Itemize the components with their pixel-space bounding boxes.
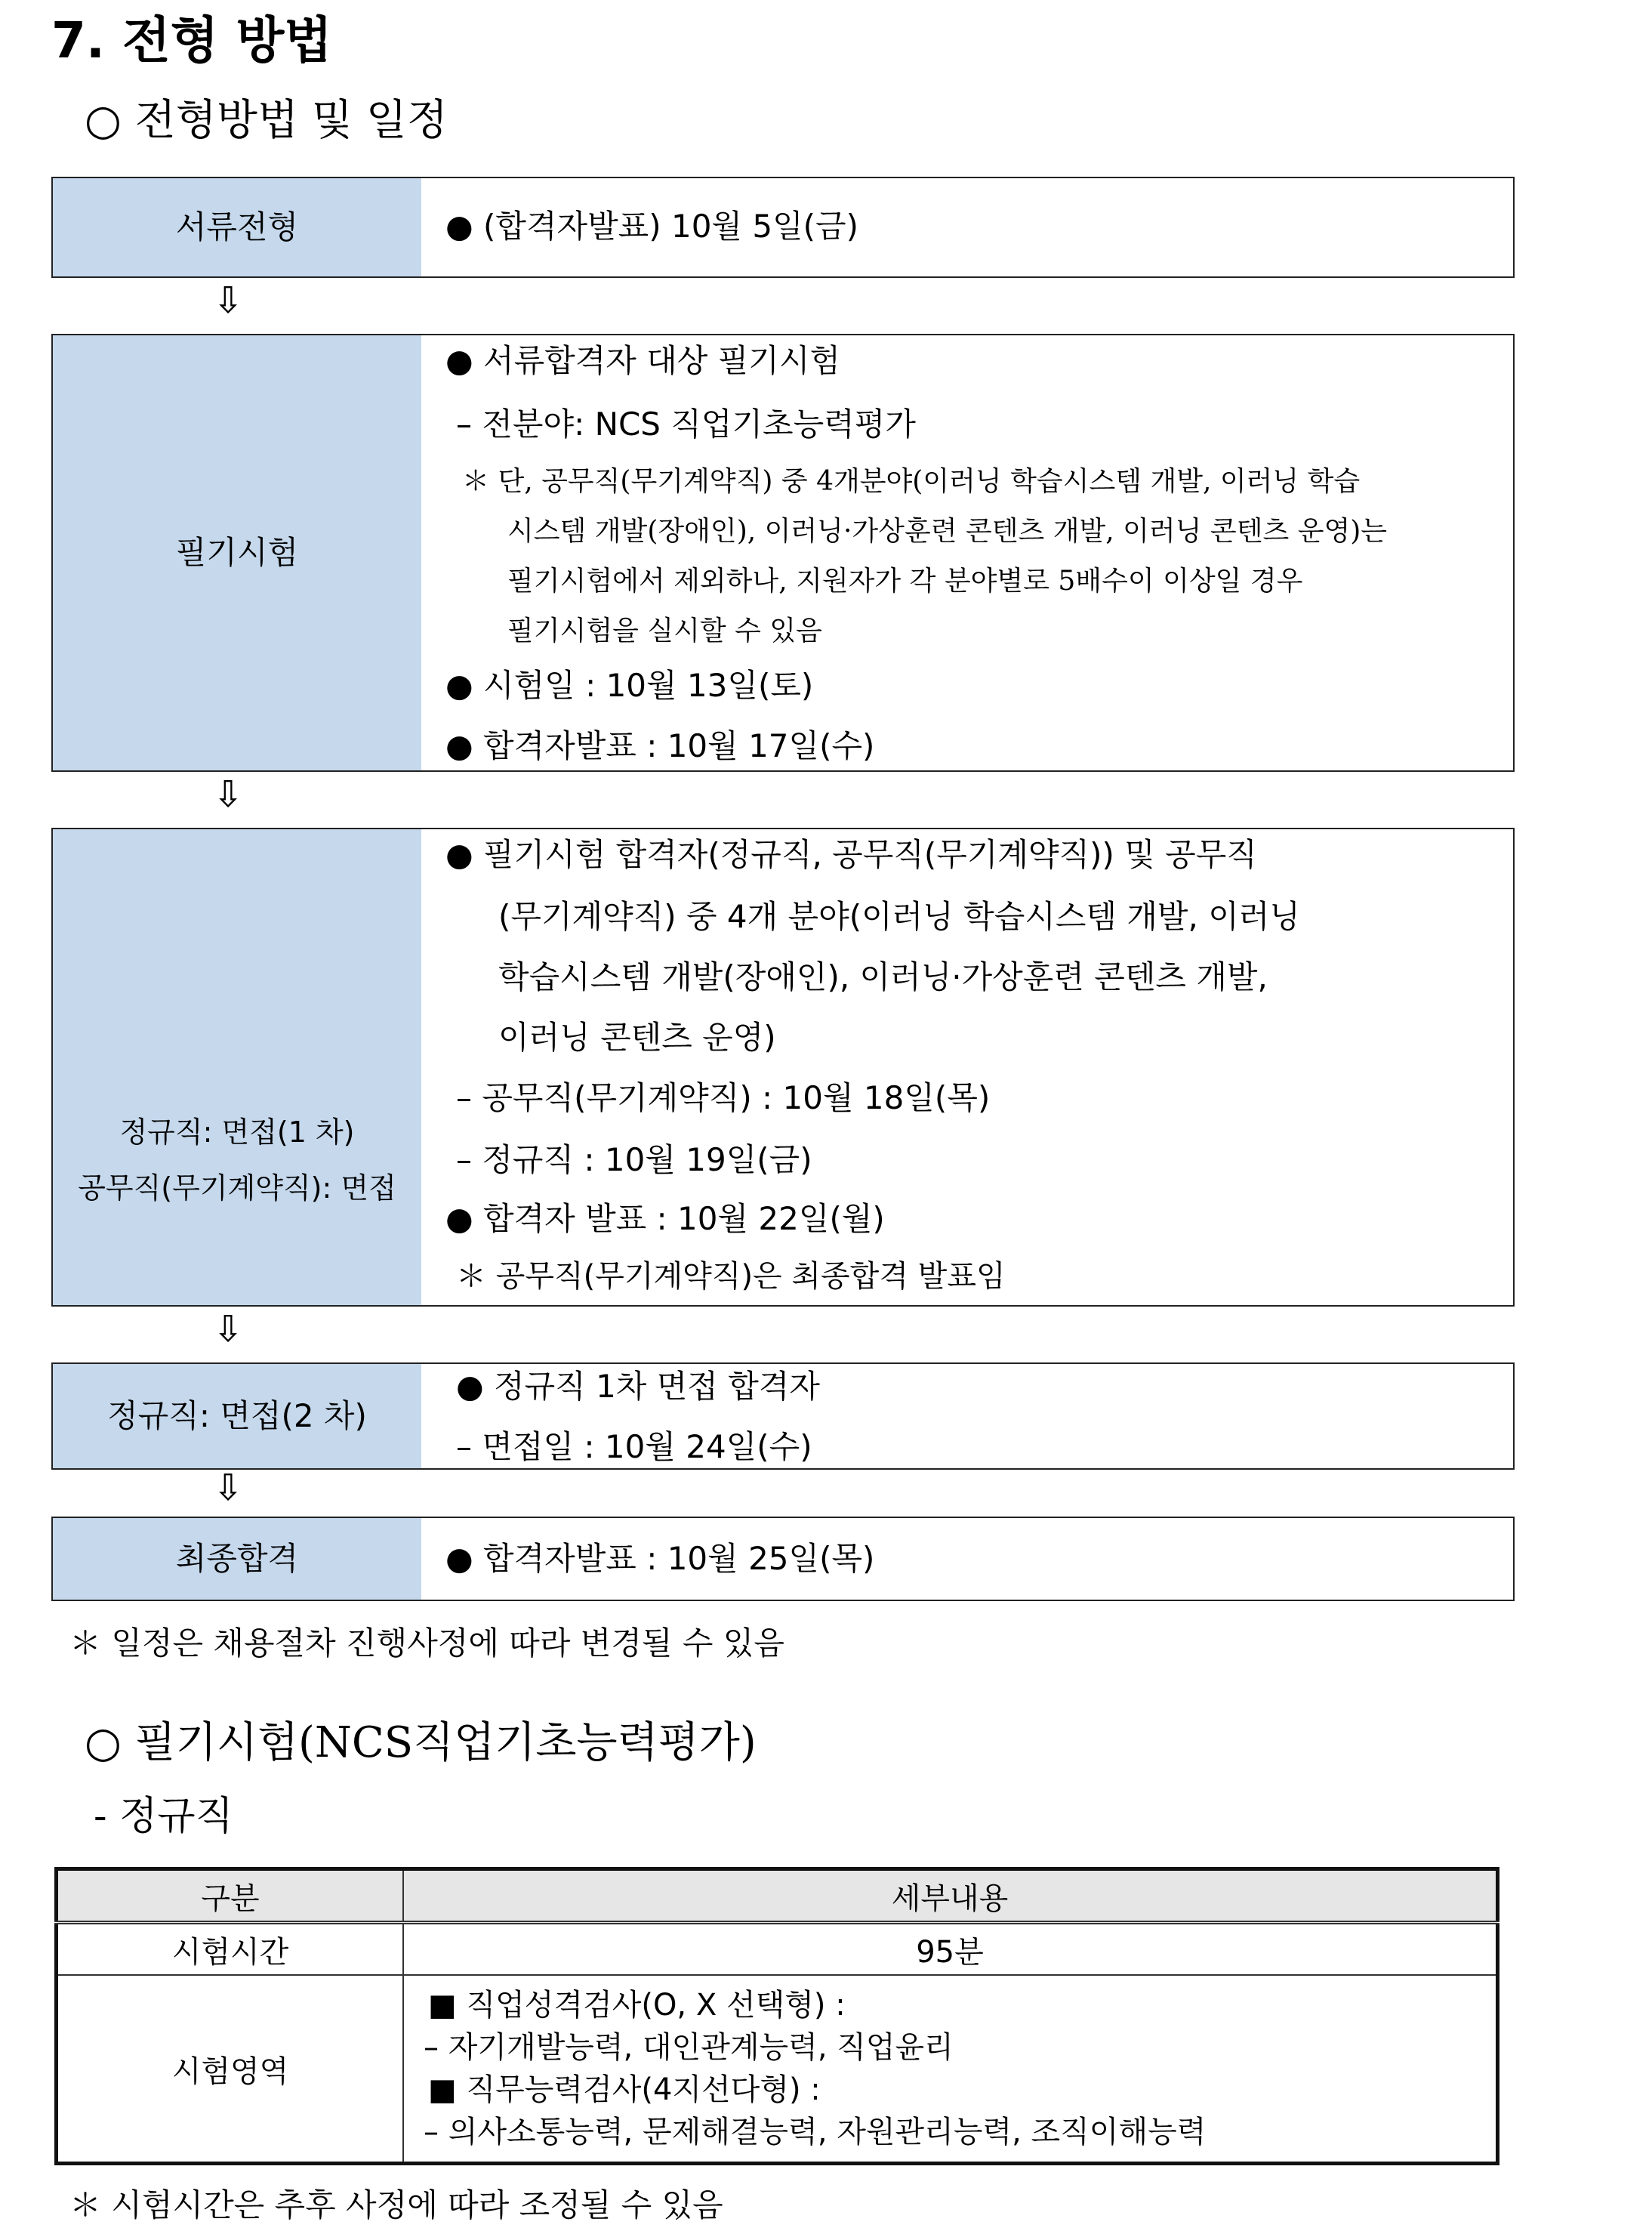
table-cell: 시험시간 — [57, 1923, 404, 1976]
section-title-written-exam: ○ 필기시험(NCS직업기초능력평가) — [85, 1718, 757, 1767]
down-arrow-icon: ⇩ — [213, 1467, 244, 1509]
stage-interview-1 — [51, 828, 1515, 1307]
stage-label: 정규직: 면접(1 차) 공무직(무기계약직): 면접 — [53, 829, 421, 1305]
stage-line: ● 합격자발표 : 10월 25일(목) — [445, 1540, 875, 1577]
list-item: – 의사소통능력, 문제해결능력, 자원관리능력, 조직이해능력 — [424, 2115, 1207, 2149]
stage-written-exam — [51, 334, 1515, 772]
down-arrow-icon: ⇩ — [213, 1308, 244, 1350]
stage-note: 필기시험에서 제외하나, 지원자가 각 분야별로 5배수이 이상일 경우 — [507, 566, 1303, 597]
stage-label: 필기시험 — [53, 335, 421, 770]
table-row — [57, 1923, 1498, 1976]
stage-line: ● (합격자발표) 10월 5일(금) — [445, 208, 858, 245]
table-cell — [403, 1975, 1498, 2164]
stage-document — [51, 177, 1515, 278]
page-heading: 7. 전형 방법 — [51, 11, 332, 69]
stage-line: ● 서류합격자 대상 필기시험 — [445, 342, 840, 379]
stage-note: 필기시험을 실시할 수 있음 — [507, 616, 822, 646]
stage-line: – 공무직(무기계약직) : 10월 18일(목) — [456, 1079, 991, 1116]
table-cell: 95분 — [403, 1923, 1498, 1976]
stage-line: ● 정규직 1차 면접 합격자 — [456, 1368, 820, 1405]
table-cell: 시험영역 — [57, 1975, 404, 2164]
stage-label: 정규직: 면접(2 차) — [53, 1364, 421, 1468]
stage-label: 최종합격 — [53, 1518, 421, 1600]
table-row — [57, 1975, 1498, 2164]
down-arrow-icon: ⇩ — [213, 773, 244, 816]
stage-line: ● 합격자발표 : 10월 17일(수) — [445, 727, 875, 764]
stage-final — [51, 1517, 1515, 1601]
schedule-note: ＊ 일정은 채용절차 진행사정에 따라 변경될 수 있음 — [69, 1625, 784, 1662]
stage-line: 학습시스템 개발(장애인), 이러닝·가상훈련 콘텐츠 개발, — [498, 958, 1268, 995]
stage-interview-2 — [51, 1362, 1515, 1470]
stage-line: ● 합격자 발표 : 10월 22일(월) — [445, 1200, 885, 1237]
stage-note: 시스템 개발(장애인), 이러닝·가상훈련 콘텐츠 개발, 이러닝 콘텐츠 운영)는 — [507, 516, 1388, 547]
stage-line: ● 필기시험 합격자(정규직, 공무직(무기계약직)) 및 공무직 — [445, 836, 1257, 873]
table-header-row — [57, 1869, 1498, 1923]
stage-line: ● 시험일 : 10월 13일(토) — [445, 667, 814, 704]
stage-note: ＊ 공무직(무기계약직)은 최종합격 발표임 — [456, 1259, 1006, 1294]
table-header: 구분 — [57, 1869, 404, 1923]
list-item: – 자기개발능력, 대인관계능력, 직업윤리 — [424, 2030, 954, 2065]
section-title-schedule: ○ 전형방법 및 일정 — [85, 96, 448, 145]
stage-line: – 면접일 : 10월 24일(수) — [456, 1428, 812, 1465]
stage-label: 서류전형 — [53, 178, 421, 276]
exam-table — [54, 1867, 1499, 2165]
subsection-title: - 정규직 — [94, 1794, 233, 1839]
table-header: 세부내용 — [403, 1869, 1498, 1923]
stage-note: ＊ 단, 공무직(무기계약직) 중 4개분야(이러닝 학습시스템 개발, 이러닝 학습 — [462, 466, 1361, 497]
stage-line: – 전분야: NCS 직업기초능력평가 — [456, 406, 916, 443]
exam-time-note: ＊ 시험시간은 추후 사정에 따라 조정될 수 있음 — [69, 2186, 723, 2223]
list-item: ■ 직무능력검사(4지선다형) : — [428, 2072, 821, 2107]
stage-line: 이러닝 콘텐츠 운영) — [498, 1019, 776, 1056]
down-arrow-icon: ⇩ — [213, 279, 244, 322]
list-item: ■ 직업성격검사(O, X 선택형) : — [428, 1988, 846, 2023]
stage-line: (무기계약직) 중 4개 분야(이러닝 학습시스템 개발, 이러닝 — [498, 898, 1300, 935]
stage-line: – 정규직 : 10월 19일(금) — [456, 1141, 812, 1178]
